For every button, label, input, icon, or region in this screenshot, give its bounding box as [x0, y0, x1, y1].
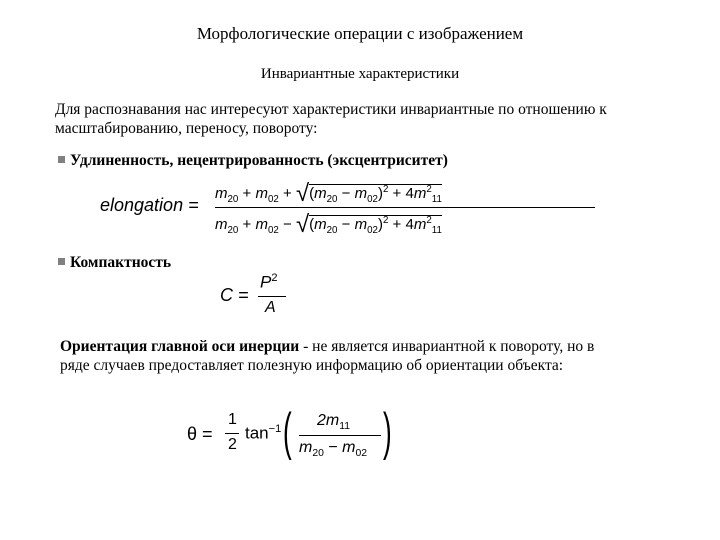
orientation-text	[60, 337, 620, 375]
orientation-rest: - не является инвариантной к повороту, но в ряде случаев предоставляет полезную информацию об ориентации объекта:	[60, 338, 595, 374]
compactness-denominator: A	[265, 299, 276, 316]
compactness-lhs: C =	[220, 285, 249, 305]
theta-half-den: 2	[228, 436, 237, 453]
theta-formula	[187, 403, 407, 468]
compactness-numerator: $P^2$	[260, 272, 278, 292]
theta-lhs: θ =	[187, 424, 213, 444]
compactness-fraction-line	[258, 296, 286, 297]
theta-denominator: $m_{20} - m_{02}$	[299, 439, 368, 460]
theta-half-num: 1	[228, 411, 237, 428]
page-subtitle: Инвариантные характеристики	[260, 66, 460, 82]
compactness-formula	[220, 272, 300, 322]
orientation-bold: Ориентация главной оси инерции	[60, 338, 300, 355]
bullet-square-icon	[58, 258, 65, 265]
theta-half-line	[225, 433, 239, 434]
elongation-numerator: $m_{20} + m_{02} + √(m_{20} - m_{02})^2 + 4m^2_{11}$	[215, 180, 442, 207]
theta-left-paren: (	[283, 403, 292, 461]
elongation-denominator: $m_{20} + m_{02} - √(m_{20} - m_{02})^2 + 4m^2_{11}$	[215, 211, 442, 238]
theta-fraction-line	[299, 435, 381, 436]
elongation-lhs: elongation =	[100, 195, 199, 215]
theta-right-paren: )	[383, 403, 392, 461]
theta-numerator: $2m_{11}$	[317, 412, 351, 433]
bullet-compactness	[58, 254, 171, 272]
bullet-elongation	[58, 152, 448, 170]
bullet-square-icon	[58, 156, 65, 163]
theta-tan: $\tan^{-1}$	[245, 423, 282, 443]
page-title: Морфологические операции с изображением	[196, 24, 524, 43]
elongation-formula	[100, 178, 520, 238]
elongation-fraction-line	[215, 207, 595, 208]
intro-text: Для распознавания нас интересуют характеристики инвариантные по отношению к масштабированию, переносу, повороту:	[55, 101, 607, 137]
bullet-compactness-label: Компактность	[70, 254, 172, 271]
bullet-elongation-label: Удлиненность, нецентрированность (эксцентриситет)	[70, 152, 448, 169]
